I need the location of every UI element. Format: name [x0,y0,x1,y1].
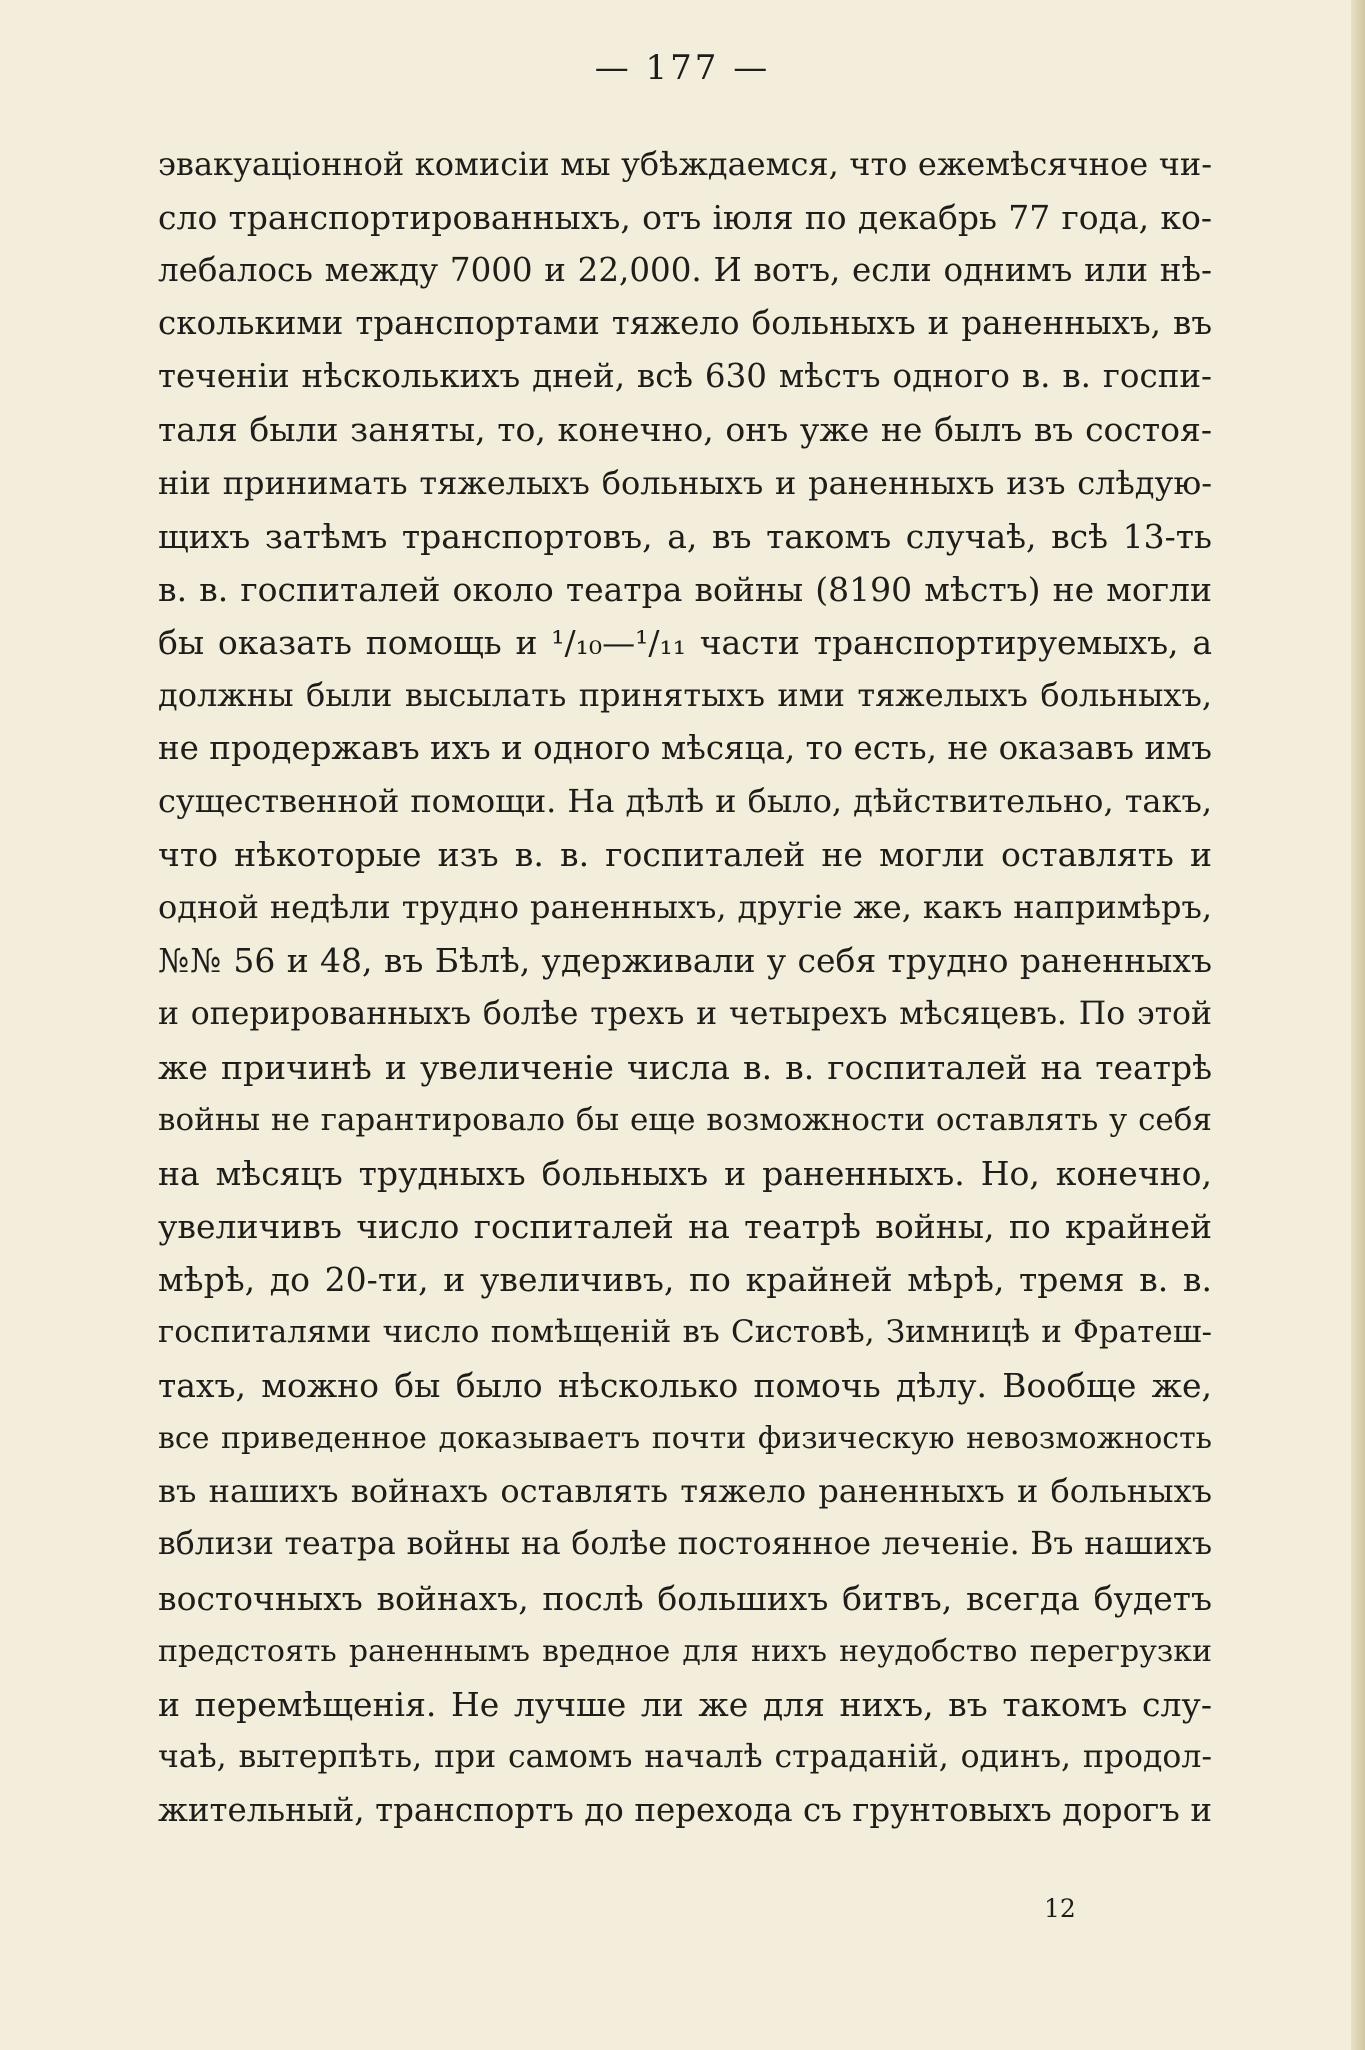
text-line: на мѣсяцъ трудныхъ больныхъ и раненныхъ. Но, конечно, [158,1153,1212,1193]
text-line: в. в. госпиталей около театра войны (8190 мѣстъ) не могли [158,569,1212,609]
text-line: теченіи нѣсколькихъ дней, всѣ 630 мѣстъ одного в. в. госпи- [158,357,1212,396]
text-line: сло транспортированныхъ, отъ іюля по декабрь 77 года, ко- [158,198,1212,238]
text-line: и перемѣщенія. Не лучше ли же для нихъ, въ такомъ слу- [158,1684,1212,1724]
text-line: войны не гарантировало бы еще возможности оставлять у себя [158,1101,1212,1138]
text-line: должны были высылать принятыхъ ими тяжелыхъ больныхъ, [158,675,1212,714]
text-line: тахъ, можно бы было нѣсколько помочь дѣлу. Вообще же, [158,1366,1212,1406]
text-line: же причинѣ и увеличеніе числа в. в. госпиталей на театрѣ [158,1047,1212,1087]
text-line: увеличивъ число госпиталей на театрѣ войны, по крайней [158,1206,1212,1246]
text-line: сколькими транспортами тяжело больныхъ и раненныхъ, въ [158,304,1212,343]
text-line: предстоять раненнымъ вредное для нихъ неудобство перегрузки [158,1633,1212,1669]
text-line: не продержавъ ихъ и одного мѣсяца, то есть, не оказавъ имъ [158,729,1212,768]
text-line: все приведенное доказываетъ почти физическую невозможность [158,1421,1212,1457]
text-line: жительный, транспортъ до перехода съ грунтовыхъ дорогъ и [158,1790,1212,1829]
text-line: №№ 56 и 48, въ Бѣлѣ, удерживали у себя трудно раненныхъ [158,941,1212,981]
text-line: что нѣкоторые изъ в. в. госпиталей не могли оставлять и [158,835,1212,875]
page-number-header: — 177 — [594,48,771,88]
text-line: существенной помощи. На дѣлѣ и было, дѣйствительно, такъ, [158,782,1212,821]
text-line: ніи принимать тяжелыхъ больныхъ и раненныхъ изъ слѣдую- [158,463,1212,502]
signature-mark: 12 [1044,1894,1076,1923]
text-line: госпиталями число помѣщеній въ Систовѣ, Зимницѣ и Фратеш- [158,1314,1212,1351]
text-line: въ нашихъ войнахъ оставлять тяжело раненныхъ и больныхъ [158,1472,1212,1511]
text-line: щихъ затѣмъ транспортовъ, а, въ такомъ случаѣ, всѣ 13-ть [158,516,1212,556]
text-line: бы оказать помощь и ¹/₁₀—¹/₁₁ части транспортируемыхъ, а [158,622,1212,662]
text-line: таля были заняты, то, конечно, онъ уже не былъ въ состоя- [158,410,1212,450]
text-line: лебалось между 7000 и 22,000. И вотъ, если однимъ или нѣ- [158,251,1212,290]
text-line: и оперированныхъ болѣе трехъ и четырехъ мѣсяцевъ. По этой [158,995,1212,1032]
text-line: эвакуаціонной комисіи мы убѣждаемся, что ежемѣсячное чи- [158,145,1212,183]
text-line: чаѣ, вытерпѣть, при самомъ началѣ страданій, одинъ, продол- [158,1738,1212,1775]
text-line: мѣрѣ, до 20-ти, и увеличивъ, по крайней мѣрѣ, тремя в. в. [158,1259,1212,1299]
text-line: вблизи театра войны на болѣе постоянное леченіе. Въ нашихъ [158,1526,1212,1563]
text-line: восточныхъ войнахъ, послѣ большихъ битвъ, всегда будетъ [158,1578,1212,1618]
page-edge [1351,0,1365,2050]
body-text [158,138,1212,1837]
text-line: одной недѣли трудно раненныхъ, другіе же, какъ напримѣръ, [158,888,1212,927]
